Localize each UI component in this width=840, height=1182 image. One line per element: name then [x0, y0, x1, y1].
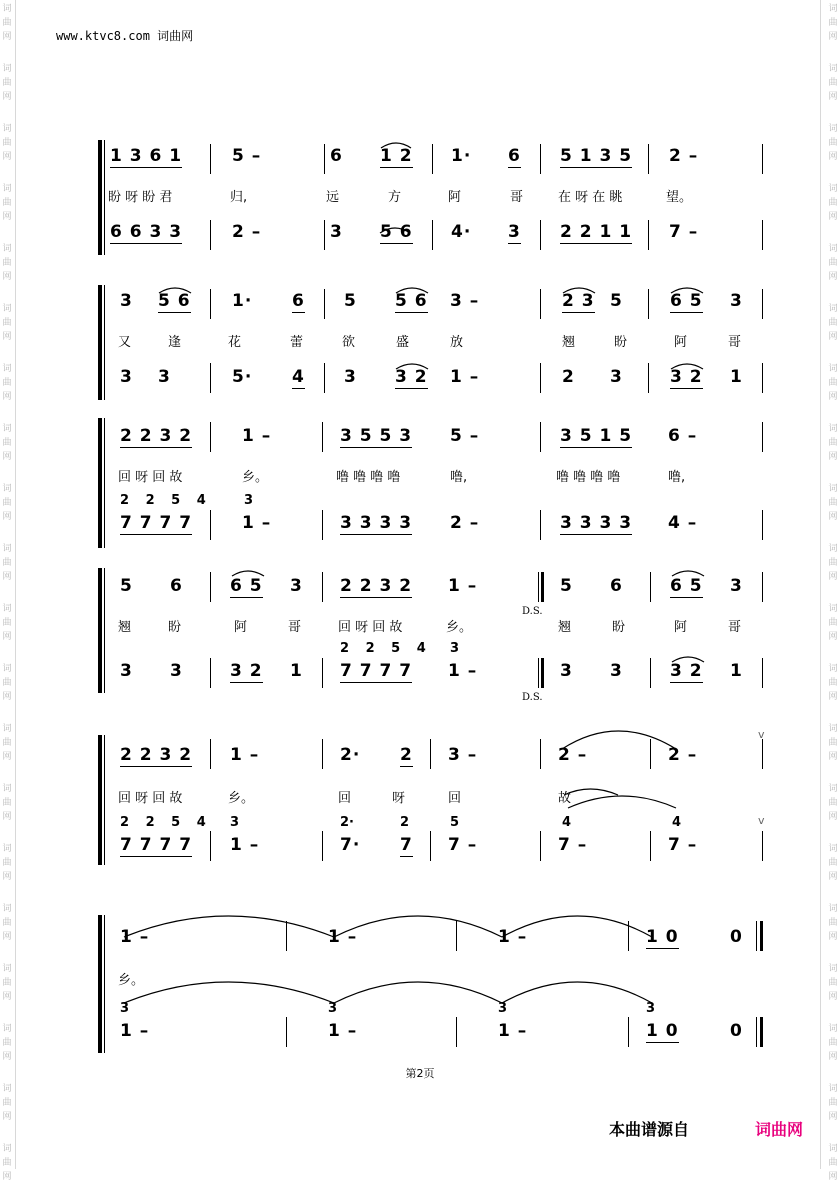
- lyric: 方: [388, 190, 402, 205]
- harmony-note: 7: [400, 835, 413, 855]
- watermark-glyph: 网: [2, 932, 12, 942]
- watermark-glyph: 曲: [828, 1158, 838, 1168]
- melody-note: 3: [730, 291, 743, 311]
- source-label: 本曲谱源自: [609, 1120, 690, 1139]
- harmony-note: 7 7 7 7: [120, 513, 193, 533]
- harmony-note: 7 7 7 7: [120, 835, 193, 855]
- watermark-glyph: 词: [828, 64, 838, 74]
- harmony-note: 2 –: [450, 513, 480, 533]
- watermark-glyph: 词: [828, 424, 838, 434]
- watermark-glyph: 网: [828, 1052, 838, 1062]
- melody-note: 5 –: [232, 146, 262, 166]
- melody-note: 1 –: [230, 745, 260, 765]
- harmony-note: 2: [562, 367, 575, 387]
- watermark-glyph: 曲: [2, 558, 12, 568]
- watermark-glyph: 网: [2, 692, 12, 702]
- lyric: 欲: [342, 335, 356, 350]
- melody-note: 3: [730, 576, 743, 596]
- watermark-glyph: 网: [2, 872, 12, 882]
- lyric: 盼: [614, 335, 628, 350]
- harmony-note: 3 2: [670, 661, 703, 681]
- melody-note: 3 5 1 5: [560, 426, 633, 446]
- watermark-glyph: 词: [828, 1084, 838, 1094]
- lyric: 阿: [234, 620, 248, 635]
- upper-voice-note: 3: [244, 493, 254, 508]
- upper-voice-note: 3: [328, 1001, 338, 1016]
- harmony-note: 3 2: [670, 367, 703, 387]
- watermark-glyph: 曲: [828, 978, 838, 988]
- watermark-glyph: 曲: [828, 858, 838, 868]
- watermark-glyph: 曲: [2, 438, 12, 448]
- melody-note: 6 5: [670, 291, 703, 311]
- harmony-note: 2 –: [232, 222, 262, 242]
- melody-note: 2 –: [668, 745, 698, 765]
- watermark-glyph: 曲: [2, 678, 12, 688]
- harmony-note: 3 3 3 3: [560, 513, 633, 533]
- watermark-glyph: 词: [2, 124, 12, 134]
- lyric: 乡。: [118, 973, 145, 988]
- watermark-glyph: 词: [2, 304, 12, 314]
- watermark-glyph: 网: [2, 812, 12, 822]
- watermark-glyph: 网: [2, 1112, 12, 1122]
- slurs: [98, 285, 764, 400]
- watermark-glyph: 网: [2, 752, 12, 762]
- melody-note: 3 5 5 3: [340, 426, 413, 446]
- melody-note: 6 5: [230, 576, 263, 596]
- lyric: 阿: [448, 190, 462, 205]
- watermark-glyph: 词: [828, 184, 838, 194]
- melody-note: 5 –: [450, 426, 480, 446]
- melody-note: 2 –: [669, 146, 699, 166]
- harmony-note: 1 –: [450, 367, 480, 387]
- lyric: 花: [228, 335, 242, 350]
- lyric: 哥: [728, 335, 742, 350]
- watermark-glyph: 网: [2, 332, 12, 342]
- watermark-glyph: 曲: [2, 258, 12, 268]
- watermark-glyph: 曲: [2, 1158, 12, 1168]
- watermark-left-line: [15, 0, 16, 1169]
- harmony-note: 3: [344, 367, 357, 387]
- ds-marking-top: D.S.: [522, 606, 543, 617]
- melody-note: 5: [560, 576, 573, 596]
- melody-note: 2 –: [558, 745, 588, 765]
- watermark-glyph: 网: [2, 452, 12, 462]
- watermark-glyph: 词: [828, 364, 838, 374]
- watermark-glyph: 曲: [828, 618, 838, 628]
- watermark-glyph: 词: [828, 904, 838, 914]
- lyric: 盼 呀 盼 君: [108, 190, 173, 205]
- score-system-4: [98, 568, 764, 703]
- lyric: 哥: [288, 620, 302, 635]
- melody-note: 1 –: [242, 426, 272, 446]
- melody-note: 5 6: [395, 291, 428, 311]
- watermark-glyph: 词: [2, 724, 12, 734]
- harmony-note: 3: [170, 661, 183, 681]
- lyric: 在 呀 在 眺: [558, 190, 623, 205]
- watermark-glyph: 曲: [828, 258, 838, 268]
- lyric: 哥: [728, 620, 742, 635]
- melody-note: 1 2: [380, 146, 413, 166]
- melody-note: 6 5: [670, 576, 703, 596]
- watermark-glyph: 网: [2, 1052, 12, 1062]
- lyric: 归,: [230, 190, 248, 205]
- brand-logo-text[interactable]: 词曲网: [755, 1120, 804, 1139]
- watermark-glyph: 网: [828, 932, 838, 942]
- melody-note: 1 –: [448, 576, 478, 596]
- lyric: 哥: [510, 190, 524, 205]
- slurs: [98, 140, 764, 255]
- lyric: 盛: [396, 335, 410, 350]
- melody-note: 2 2 3 2: [120, 426, 193, 446]
- lyric: 望。: [666, 190, 693, 205]
- harmony-note: 5·: [232, 367, 253, 387]
- harmony-note: 2 2 1 1: [560, 222, 633, 242]
- watermark-right: [826, 0, 840, 1182]
- watermark-glyph: 曲: [2, 858, 12, 868]
- watermark-glyph: 词: [828, 544, 838, 554]
- score-system-6: [98, 915, 764, 1055]
- melody-note: 6: [610, 576, 623, 596]
- watermark-glyph: 词: [2, 964, 12, 974]
- harmony-note: 3: [330, 222, 343, 242]
- lyric: 又: [118, 335, 132, 350]
- watermark-glyph: 网: [2, 392, 12, 402]
- melody-note: 3 –: [448, 745, 478, 765]
- watermark-glyph: 词: [828, 124, 838, 134]
- watermark-glyph: 曲: [2, 378, 12, 388]
- upper-voice-note: 2·: [340, 815, 354, 830]
- watermark-glyph: 网: [828, 452, 838, 462]
- watermark-glyph: 词: [2, 544, 12, 554]
- watermark-glyph: 曲: [828, 678, 838, 688]
- watermark-glyph: 网: [828, 332, 838, 342]
- lyric: 噜,: [668, 470, 686, 485]
- lyric: 翘: [558, 620, 572, 635]
- harmony-note: 7·: [340, 835, 361, 855]
- watermark-glyph: 网: [828, 212, 838, 222]
- melody-note: 1 –: [498, 927, 528, 947]
- harmony-note: 1: [290, 661, 303, 681]
- watermark-glyph: 曲: [828, 498, 838, 508]
- watermark-glyph: 曲: [2, 318, 12, 328]
- melody-note: 1 0: [646, 927, 679, 947]
- lyric: 故: [558, 791, 572, 806]
- harmony-note: 7 –: [669, 222, 699, 242]
- watermark-glyph: 网: [828, 152, 838, 162]
- watermark-glyph: 词: [2, 784, 12, 794]
- lyric: 翘: [562, 335, 576, 350]
- watermark-glyph: 曲: [828, 138, 838, 148]
- watermark-glyph: 曲: [2, 498, 12, 508]
- watermark-glyph: 曲: [828, 738, 838, 748]
- harmony-note: 1 –: [328, 1021, 358, 1041]
- melody-note: 6 –: [668, 426, 698, 446]
- watermark-glyph: 曲: [2, 78, 12, 88]
- watermark-glyph: 曲: [828, 918, 838, 928]
- melody-note: 5 1 3 5: [560, 146, 633, 166]
- watermark-glyph: 网: [2, 32, 12, 42]
- watermark-glyph: 词: [2, 844, 12, 854]
- lyric: 呀: [392, 791, 406, 806]
- melody-note: 3: [290, 576, 303, 596]
- watermark-glyph: 网: [828, 392, 838, 402]
- watermark-glyph: 曲: [2, 18, 12, 28]
- watermark-glyph: 词: [2, 1084, 12, 1094]
- harmony-note: 3: [610, 661, 623, 681]
- harmony-note: 1: [730, 367, 743, 387]
- harmony-note: 1 –: [120, 1021, 150, 1041]
- site-url[interactable]: www.ktvc8.com 词曲网: [56, 29, 194, 43]
- lyric: 逢: [168, 335, 182, 350]
- harmony-note: 1: [730, 661, 743, 681]
- melody-note: 5 6: [158, 291, 191, 311]
- watermark-glyph: 网: [2, 1172, 12, 1182]
- watermark-glyph: 词: [2, 664, 12, 674]
- upper-voice-note: 2 2 5 4: [120, 493, 212, 508]
- watermark-glyph: 词: [828, 484, 838, 494]
- lyric: 乡。: [242, 470, 269, 485]
- harmony-note: 3: [120, 367, 133, 387]
- watermark-glyph: 曲: [828, 438, 838, 448]
- score-system-5: [98, 735, 764, 870]
- watermark-glyph: 曲: [828, 378, 838, 388]
- lyric: 远: [326, 190, 340, 205]
- watermark-glyph: 词: [828, 1024, 838, 1034]
- watermark-glyph: 曲: [2, 198, 12, 208]
- melody-note: 6: [330, 146, 343, 166]
- melody-note: 6: [508, 146, 521, 166]
- upper-voice-note: 4: [562, 815, 572, 830]
- watermark-glyph: 词: [2, 604, 12, 614]
- score-system-3: [98, 418, 764, 548]
- watermark-glyph: 网: [2, 992, 12, 1002]
- lyric: 阿: [674, 620, 688, 635]
- watermark-glyph: 网: [2, 152, 12, 162]
- upper-voice-note: 3: [646, 1001, 656, 1016]
- harmony-note: 7 –: [448, 835, 478, 855]
- melody-note: 3 –: [450, 291, 480, 311]
- watermark-glyph: 网: [828, 812, 838, 822]
- harmony-note: 3: [560, 661, 573, 681]
- harmony-note: 3: [508, 222, 521, 242]
- watermark-glyph: 词: [2, 424, 12, 434]
- melody-note: 1 –: [328, 927, 358, 947]
- upper-voice-note: 3: [450, 641, 460, 656]
- watermark-glyph: 词: [828, 604, 838, 614]
- melody-note: 1 3 6 1: [110, 146, 183, 166]
- watermark-glyph: 词: [2, 364, 12, 374]
- watermark-glyph: 曲: [2, 1038, 12, 1048]
- melody-note: 1·: [451, 146, 472, 166]
- watermark-glyph: 网: [2, 92, 12, 102]
- harmony-note: 1 –: [242, 513, 272, 533]
- watermark-glyph: 曲: [828, 1098, 838, 1108]
- watermark-glyph: 词: [828, 664, 838, 674]
- watermark-glyph: 网: [828, 752, 838, 762]
- melody-note: 5: [610, 291, 623, 311]
- watermark-glyph: 曲: [2, 1098, 12, 1108]
- lyric: 噜 噜 噜 噜: [556, 470, 621, 485]
- watermark-glyph: 词: [828, 784, 838, 794]
- harmony-note: 3 2: [395, 367, 428, 387]
- watermark-glyph: 词: [828, 4, 838, 14]
- lyric: 乡。: [228, 791, 255, 806]
- watermark-glyph: 词: [2, 484, 12, 494]
- harmony-note: 4·: [451, 222, 472, 242]
- watermark-glyph: 曲: [2, 798, 12, 808]
- lyric: 噜 噜 噜 噜: [336, 470, 401, 485]
- watermark-glyph: 网: [828, 572, 838, 582]
- watermark-glyph: 词: [2, 4, 12, 14]
- watermark-glyph: 词: [2, 244, 12, 254]
- lyric: 乡。: [446, 620, 473, 635]
- watermark-glyph: 词: [2, 64, 12, 74]
- upper-voice-note: 3: [230, 815, 240, 830]
- harmony-note: 3: [610, 367, 623, 387]
- watermark-glyph: 网: [2, 572, 12, 582]
- melody-note: 1 –: [120, 927, 150, 947]
- melody-note: 5: [344, 291, 357, 311]
- lyric: 回 呀 回 故: [118, 470, 183, 485]
- watermark-glyph: 词: [828, 1144, 838, 1154]
- slurs: [98, 735, 764, 870]
- watermark-glyph: 曲: [2, 978, 12, 988]
- melody-note: 6: [292, 291, 305, 311]
- lyric: 阿: [674, 335, 688, 350]
- watermark-glyph: 曲: [2, 138, 12, 148]
- lyric: 回 呀 回 故: [338, 620, 403, 635]
- melody-note: 1·: [232, 291, 253, 311]
- upper-voice-note: 3: [498, 1001, 508, 1016]
- harmony-note: 1 –: [448, 661, 478, 681]
- harmony-note: 5 6: [380, 222, 413, 242]
- melody-note: 5: [120, 576, 133, 596]
- watermark-glyph: 曲: [828, 78, 838, 88]
- lyric: 噜,: [450, 470, 468, 485]
- melody-note: 2 3: [562, 291, 595, 311]
- watermark-glyph: 网: [828, 32, 838, 42]
- watermark-glyph: 网: [828, 692, 838, 702]
- watermark-left: [0, 0, 14, 1182]
- harmony-note: 4: [292, 367, 305, 387]
- harmony-note: 4 –: [668, 513, 698, 533]
- watermark-glyph: 曲: [828, 1038, 838, 1048]
- watermark-glyph: 网: [828, 872, 838, 882]
- watermark-glyph: 网: [2, 512, 12, 522]
- score-system-1: [98, 140, 764, 255]
- watermark-glyph: 词: [2, 1144, 12, 1154]
- harmony-note: 0: [730, 1021, 743, 1041]
- harmony-note: 3 2: [230, 661, 263, 681]
- harmony-note: 6 6 3 3: [110, 222, 183, 242]
- lyric: 盼: [168, 620, 182, 635]
- watermark-glyph: 网: [828, 272, 838, 282]
- watermark-glyph: 曲: [2, 918, 12, 928]
- harmony-note: 7 7 7 7: [340, 661, 413, 681]
- watermark-glyph: 网: [828, 512, 838, 522]
- watermark-glyph: 曲: [828, 18, 838, 28]
- melody-note: 2 2 3 2: [340, 576, 413, 596]
- upper-voice-note: 4: [672, 815, 682, 830]
- lyric: 盼: [612, 620, 626, 635]
- upper-voice-note: 5: [450, 815, 460, 830]
- watermark-glyph: 曲: [2, 618, 12, 628]
- ds-marking-bottom: D.S.: [522, 692, 543, 703]
- harmony-note: 3: [158, 367, 171, 387]
- watermark-glyph: 曲: [828, 198, 838, 208]
- melody-note: 2: [400, 745, 413, 765]
- melody-note: 2 2 3 2: [120, 745, 193, 765]
- watermark-glyph: 词: [2, 1024, 12, 1034]
- harmony-note: 1 –: [498, 1021, 528, 1041]
- page-number: 第2页: [405, 1067, 435, 1080]
- watermark-glyph: 词: [828, 964, 838, 974]
- watermark-glyph: 词: [2, 184, 12, 194]
- breath-mark-top: v: [758, 728, 765, 741]
- lyric: 回 呀 回 故: [118, 791, 183, 806]
- watermark-glyph: 网: [828, 1172, 838, 1182]
- watermark-glyph: 网: [2, 632, 12, 642]
- upper-voice-note: 2 2 5 4: [340, 641, 432, 656]
- watermark-glyph: 网: [828, 632, 838, 642]
- harmony-note: 7 –: [668, 835, 698, 855]
- watermark-glyph: 网: [828, 92, 838, 102]
- lyric: 放: [450, 335, 464, 350]
- harmony-note: 7 –: [558, 835, 588, 855]
- watermark-glyph: 曲: [828, 318, 838, 328]
- harmony-note: 3: [120, 661, 133, 681]
- upper-voice-note: 3: [120, 1001, 130, 1016]
- breath-mark-bottom: v: [758, 814, 765, 827]
- watermark-glyph: 词: [828, 844, 838, 854]
- watermark-glyph: 词: [828, 304, 838, 314]
- lyric: 回: [448, 791, 462, 806]
- lyric: 蕾: [290, 335, 304, 350]
- slurs: [98, 568, 764, 698]
- harmony-note: 3 3 3 3: [340, 513, 413, 533]
- watermark-glyph: 词: [2, 904, 12, 914]
- watermark-glyph: 词: [828, 724, 838, 734]
- watermark-glyph: 网: [2, 212, 12, 222]
- watermark-glyph: 曲: [828, 798, 838, 808]
- score-system-2: [98, 285, 764, 400]
- melody-note: 6: [170, 576, 183, 596]
- watermark-glyph: 网: [828, 1112, 838, 1122]
- melody-note: 0: [730, 927, 743, 947]
- harmony-note: 1 0: [646, 1021, 679, 1041]
- watermark-glyph: 曲: [828, 558, 838, 568]
- watermark-glyph: 词: [828, 244, 838, 254]
- lyric: 回: [338, 791, 352, 806]
- upper-voice-note: 2 2 5 4: [120, 815, 212, 830]
- watermark-right-line: [820, 0, 821, 1169]
- watermark-glyph: 网: [2, 272, 12, 282]
- upper-voice-note: 2: [400, 815, 410, 830]
- watermark-glyph: 网: [828, 992, 838, 1002]
- melody-note: 2·: [340, 745, 361, 765]
- lyric: 翘: [118, 620, 132, 635]
- watermark-glyph: 曲: [2, 738, 12, 748]
- melody-note: 3: [120, 291, 133, 311]
- harmony-note: 1 –: [230, 835, 260, 855]
